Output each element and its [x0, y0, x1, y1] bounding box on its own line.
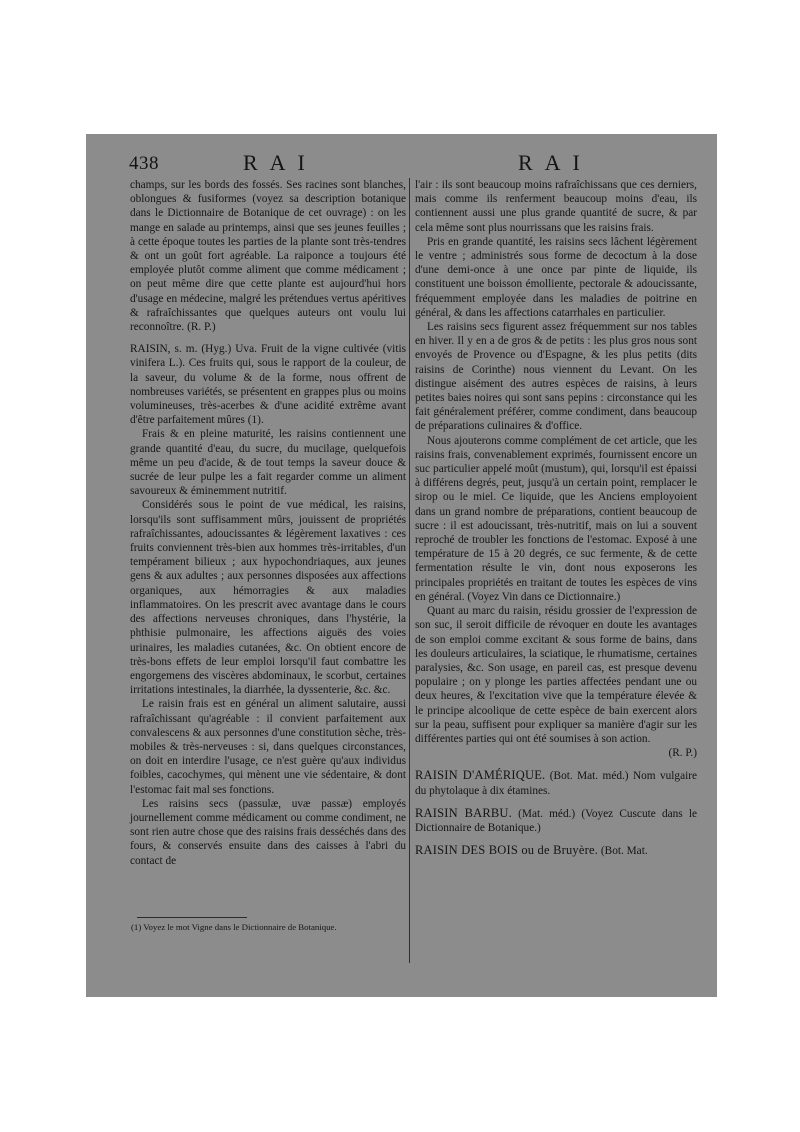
paragraph: Frais & en pleine maturité, les raisins contiennent une grande quantité d'eau, du sucre, du mucilage, quelquefois même un peu d'acide, & de tout temps la saveur douce & sucrée de leur pulpe les a fait regarder comme un aliment savoureux & éminemment nutritif. [130, 428, 406, 498]
right-column [415, 178, 697, 858]
paragraph: Le raisin frais est en général un aliment salutaire, aussi rafraîchissant qu'agréable : il convient parfaitement aux convalescens & aux personnes d'une constitution sèche, très-mobiles & très-nerveuses : si, dans quelques circonstances, on doit en interdire l'usage, ce n'est guère qu'aux individus foibles, cacochymes, qui mènent une vie sédentaire, & dont l'estomac fait mal ses fonctions. [130, 698, 406, 796]
left-column [130, 178, 406, 868]
entry-text: (Bot. Mat. méd.) Nom vulgaire du phytolaque à dix étamines. [415, 770, 697, 797]
entry-head: RAISIN DES BOIS ou de Bruyère. [415, 843, 599, 858]
paragraph: l'air : ils sont beaucoup moins rafraîchissans que ces derniers, mais comme ils renferment beaucoup moins d'eau, ils contiennent aussi une plus grande quantité de sucre, & par cela même sont plus nourrissans que les raisins frais. [415, 179, 697, 234]
paragraph: RAISIN, s. m. (Hyg.) Uva. Fruit de la vigne cultivée (vitis vinifera L.). Ces fruits qui, sous le rapport de la couleur, de la saveur, du volume & de la forme, nous offrent de nombreuses variétés, se présentent en grappes plus ou moins volumineuses, très-acerbes & d'une acidité extrême avant d'être parfaitement mûres (1). [130, 343, 406, 427]
column-divider [409, 178, 410, 963]
paragraph: Considérés sous le point de vue médical, les raisins, lorsqu'ils sont suffisamment mûrs, jouissent de propriétés rafraîchissantes, adoucissantes & légèrement laxatives : ces fruits conviennent très-bien aux hommes très-irritables, d'un tempérament bilieux ; aux hypochondriaques, aux jeunes gens & aux adultes ; aux personnes disposées aux affections organiques, aux hémorragies & aux maladies inflammatoires. On les prescrit avec avantage dans le cours des affections nerveuses chroniques, dans l'hystérie, la phthisie pulmonaire, les affections aiguës des voies urinaires, les maladies cutanées, &c. On obtient encore de très-bons effets de leur emploi lorsqu'il faut combattre les engorgemens des viscères abdominaux, le scorbut, certaines irritations intestinales, la diarrhée, la dyssenterie, &c. &c. [130, 499, 406, 697]
footnote: (1) Voyez le mot Vigne dans le Dictionnaire de Botanique. [131, 922, 337, 932]
entry-text: (Mat. méd.) (Voyez Cuscute dans le Dictionnaire de Botanique.) [415, 807, 698, 834]
paragraph: Quant au marc du raisin, résidu grossier de l'expression de son suc, il seroit difficile de révoquer en doute les avantages de son emploi comme excitant & sous forme de bains, dans les douleurs articulaires, la sciatique, le rhumatisme, certaines paralysies, &c. Son usage, en pareil cas, est presque devenu populaire ; on y plonge les parties affectées pendant une ou deux heures, & l'excitation vive que la température élevée & le principe alcoolique de cette espèce de bain exercent alors sur la peau, suffisent pour expliquer sa manière d'agir sur les différentes parties qui ont été soumises à son action. [415, 605, 697, 745]
paragraph: champs, sur les bords des fossés. Ses racines sont blanches, oblongues & fusiformes (voyez sa description botanique dans le Dictionnaire de Botanique de cet ouvrage) : on les mange en salade au printemps, ainsi que ses jeunes feuilles ; à cette époque toutes les parties de la plante sont très-tendres & ont un goût fort agréable. La raiponce a toujours été employée plutôt comme aliment que comme médicament ; on peut même dire que cette plante est aujourd'hui hors d'usage en médecine, malgré les prétendues vertus apéritives & rafraîchissantes que quelques auteurs ont voulu lui reconnoître. (R. P.) [130, 179, 406, 334]
paragraph: Pris en grande quantité, les raisins secs lâchent légèrement le ventre ; administrés sous forme de decoctum à la dose d'une demi-once à une once par pinte de liquide, ils constituent une boisson émolliente, pectorale & adoucissante, fréquemment employée dans les maladies de poitrine en général, & dans les affections catarrhales en particulier. [415, 235, 697, 319]
page-number: 438 [129, 153, 159, 174]
footnote-rule [137, 917, 247, 918]
signature: (R. P.) [668, 747, 697, 760]
running-head-left: RAI [243, 150, 317, 175]
paragraph: Les raisins secs (passulæ, uvæ passæ) employés journellement comme médicament ou comme condiment, ne sont rien autre chose que des raisins frais desséchés dans des fours, & conservés ensuite dans des caisses à l'abri du contact de [130, 797, 406, 867]
paragraph: Nous ajouterons comme complément de cet article, que les raisins frais, convenablement exprimés, fournissent encore un suc particulier appelé moût (mustum), qui, lorsqu'il est épaissi à différens degrés, peut, jusqu'à un certain point, remplacer le sirop ou le miel. Ce liquide, que les Anciens employoient dans un grand nombre de préparations, contient beaucoup de sucre : il est adoucissant, très-nutritif, mais on lui a souvent reproché de troubler les fonctions de l'estomac. Exposé à une température de 15 à 20 degrés, ce suc fermente, & de cette fermentation résulte le vin, dont nous exposerons les principales propriétés en traitant de toutes les espèces de vins en général. (Voyez Vin dans ce Dictionnaire.) [415, 434, 697, 603]
paragraph: Les raisins secs figurent assez fréquemment sur nos tables en hiver. Il y en a de gros & de petits : les plus gros nous sont envoyés de Provence ou d'Espagne, & les plus petits (dits raisins de Corinthe) nous viennent du Levant. On les distingue aisément des autres espèces de raisins, à leurs petites baies noires qui sont sans pepins : circonstance qui les fait généralement préférer, comme condiment, dans beaucoup de préparations culinaires & d'office. [415, 321, 697, 433]
entry-head: RAISIN BARBU. [415, 805, 512, 820]
entry-head: RAISIN D'AMÉRIQUE. [415, 768, 546, 783]
entry-raisin-des-bois [415, 843, 697, 858]
entry-text: (Bot. Mat. [598, 845, 648, 858]
entry-raisin-d-amerique [415, 768, 697, 797]
running-head-right: RAI [518, 150, 592, 175]
entry-raisin-barbu [415, 806, 697, 835]
